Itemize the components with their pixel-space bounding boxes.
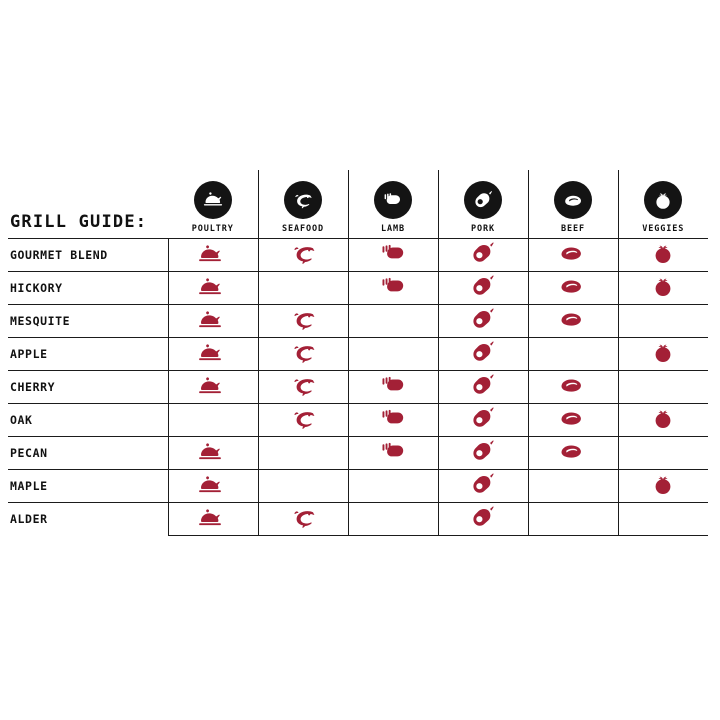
page-title: GRILL GUIDE:: [10, 212, 148, 232]
row-label: APPLE: [8, 338, 168, 371]
cell-veggies: [618, 305, 708, 338]
column-header-label: POULTRY: [191, 224, 234, 234]
cell-pork: [438, 404, 528, 437]
cell-seafood: [258, 404, 348, 437]
pork-ham-icon: [464, 181, 502, 219]
column-header-pork: [438, 170, 528, 239]
cell-poultry: [168, 470, 258, 503]
cell-seafood: [258, 470, 348, 503]
beef-mark: [558, 374, 588, 396]
veggies-mark: [650, 274, 676, 298]
table-row: [8, 503, 708, 536]
cell-pork: [438, 305, 528, 338]
veggies-mark: [650, 241, 676, 265]
cell-beef: [528, 272, 618, 305]
pork-mark: [468, 473, 498, 495]
column-header-lamb: [348, 170, 438, 239]
poultry-mark: [198, 275, 228, 297]
cell-seafood: [258, 437, 348, 470]
column-header-veggies: [618, 170, 708, 239]
table-body: [8, 239, 708, 536]
column-header-poultry: [168, 170, 258, 239]
beef-mark: [558, 275, 588, 297]
cell-poultry: [168, 305, 258, 338]
beef-mark: [558, 440, 588, 462]
veggies-mark: [650, 472, 676, 496]
row-label: ALDER: [8, 503, 168, 536]
steak-icon: [554, 181, 592, 219]
pork-mark: [468, 374, 498, 396]
cell-poultry: [168, 404, 258, 437]
cell-beef: [528, 338, 618, 371]
cell-veggies: [618, 272, 708, 305]
poultry-mark: [198, 440, 228, 462]
cell-lamb: [348, 338, 438, 371]
cell-poultry: [168, 371, 258, 404]
cell-beef: [528, 239, 618, 272]
poultry-mark: [198, 473, 228, 495]
cell-beef: [528, 404, 618, 437]
shrimp-mark: [288, 242, 318, 264]
pork-mark: [468, 308, 498, 330]
beef-mark: [558, 242, 588, 264]
cell-veggies: [618, 371, 708, 404]
shrimp-mark: [288, 374, 318, 396]
cell-pork: [438, 272, 528, 305]
table-row: [8, 371, 708, 404]
cell-veggies: [618, 437, 708, 470]
table-row: [8, 305, 708, 338]
grill-guide-chart: [0, 170, 720, 536]
row-label: PECAN: [8, 437, 168, 470]
column-header-label: VEGGIES: [642, 224, 685, 234]
cell-poultry: [168, 503, 258, 536]
cell-poultry: [168, 239, 258, 272]
table-row: [8, 272, 708, 305]
cell-seafood: [258, 272, 348, 305]
cell-pork: [438, 239, 528, 272]
cell-lamb: [348, 470, 438, 503]
cell-seafood: [258, 338, 348, 371]
shrimp-mark: [288, 308, 318, 330]
cell-pork: [438, 338, 528, 371]
veggies-mark: [650, 340, 676, 364]
table-row: [8, 470, 708, 503]
cell-seafood: [258, 239, 348, 272]
column-header-label: LAMB: [380, 224, 406, 234]
veggies-mark: [650, 406, 676, 430]
poultry-mark: [198, 341, 228, 363]
column-header-seafood: [258, 170, 348, 239]
table-row: [8, 338, 708, 371]
table-row: [8, 239, 708, 272]
pork-mark: [468, 407, 498, 429]
beef-mark: [558, 308, 588, 330]
table-row: [8, 404, 708, 437]
cell-pork: [438, 437, 528, 470]
cell-poultry: [168, 272, 258, 305]
row-label: MESQUITE: [8, 305, 168, 338]
grill-guide-table: [8, 170, 708, 536]
cell-veggies: [618, 239, 708, 272]
cell-lamb: [348, 437, 438, 470]
pork-mark: [468, 440, 498, 462]
cell-lamb: [348, 272, 438, 305]
page-title-cell: [8, 170, 168, 239]
shrimp-mark: [288, 341, 318, 363]
cell-veggies: [618, 503, 708, 536]
cell-seafood: [258, 305, 348, 338]
shrimp-icon: [284, 181, 322, 219]
pork-mark: [468, 506, 498, 528]
beef-mark: [558, 407, 588, 429]
pork-mark: [468, 275, 498, 297]
cell-beef: [528, 371, 618, 404]
row-label: GOURMET BLEND: [8, 239, 168, 272]
cell-lamb: [348, 404, 438, 437]
lamb-mark: [378, 440, 408, 462]
row-label: OAK: [8, 404, 168, 437]
cell-veggies: [618, 470, 708, 503]
cell-lamb: [348, 503, 438, 536]
lamb-mark: [378, 407, 408, 429]
pork-mark: [468, 341, 498, 363]
row-label: HICKORY: [8, 272, 168, 305]
cell-pork: [438, 470, 528, 503]
cell-pork: [438, 371, 528, 404]
cell-seafood: [258, 503, 348, 536]
poultry-mark: [198, 374, 228, 396]
cell-beef: [528, 503, 618, 536]
poultry-mark: [198, 242, 228, 264]
row-label: CHERRY: [8, 371, 168, 404]
poultry-mark: [198, 308, 228, 330]
column-header-label: PORK: [470, 224, 496, 234]
poultry-mark: [198, 506, 228, 528]
column-header-label: BEEF: [560, 224, 586, 234]
cell-veggies: [618, 338, 708, 371]
cell-lamb: [348, 305, 438, 338]
column-header-beef: [528, 170, 618, 239]
lamb-mark: [378, 242, 408, 264]
cell-beef: [528, 305, 618, 338]
cell-veggies: [618, 404, 708, 437]
cell-lamb: [348, 239, 438, 272]
poultry-icon: [194, 181, 232, 219]
cell-beef: [528, 470, 618, 503]
table-row: [8, 437, 708, 470]
row-label: MAPLE: [8, 470, 168, 503]
cell-lamb: [348, 371, 438, 404]
cell-seafood: [258, 371, 348, 404]
tomato-icon: [644, 181, 682, 219]
cell-poultry: [168, 437, 258, 470]
pork-mark: [468, 242, 498, 264]
table-header-row: [8, 170, 708, 239]
lamb-rack-icon: [374, 181, 412, 219]
shrimp-mark: [288, 407, 318, 429]
lamb-mark: [378, 374, 408, 396]
cell-pork: [438, 503, 528, 536]
lamb-mark: [378, 275, 408, 297]
cell-poultry: [168, 338, 258, 371]
cell-beef: [528, 437, 618, 470]
column-header-label: SEAFOOD: [281, 224, 325, 234]
shrimp-mark: [288, 506, 318, 528]
